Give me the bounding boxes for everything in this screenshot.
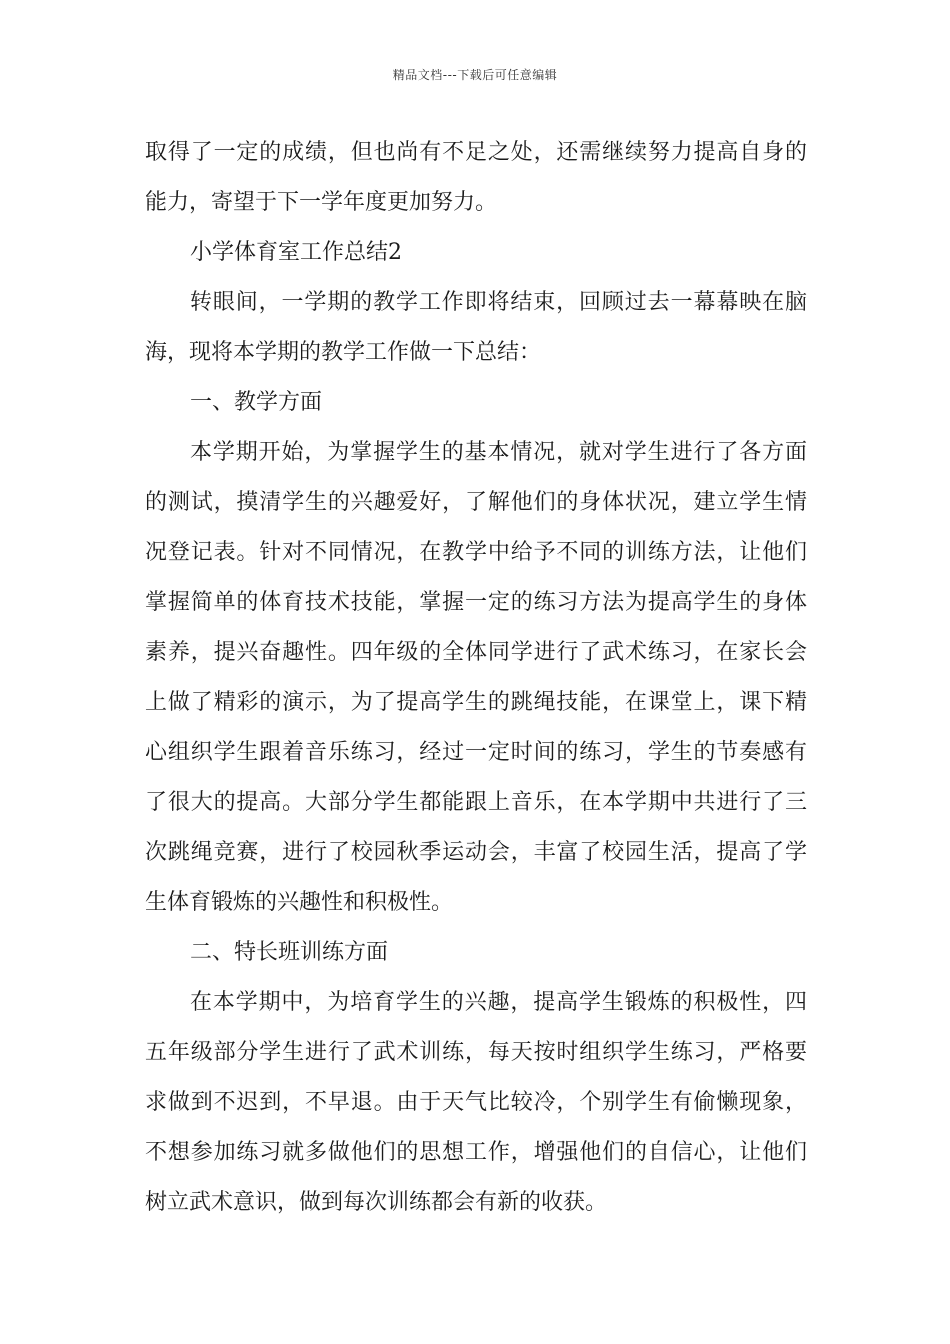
paragraph (145, 978, 807, 1228)
paragraph (145, 278, 807, 378)
text-line: 本学期开始，为掌握学生的基本情况，就对学生进行了各方面 (190, 440, 807, 465)
text-line: 树立武术意识，做到每次训练都会有新的收获。 (145, 1190, 608, 1215)
text-line: 掌握简单的体育技术技能，掌握一定的练习方法为提高学生的身体 (145, 590, 807, 615)
text-line: 求做到不迟到，不早退。由于天气比较冷，个别学生有偷懒现象， (145, 1090, 807, 1115)
text-line: 生体育锻炼的兴趣性和积极性。 (145, 890, 454, 915)
text-line: 能力，寄望于下一学年度更加努力。 (145, 190, 498, 215)
paragraph (145, 928, 807, 978)
text-line: 素养，提兴奋趣性。四年级的全体同学进行了武术练习，在家长会 (145, 640, 807, 665)
text-line: 次跳绳竞赛，进行了校园秋季运动会，丰富了校园生活，提高了学 (145, 840, 807, 865)
text-line: 不想参加练习就多做他们的思想工作，增强他们的自信心，让他们 (145, 1140, 807, 1165)
document-body (145, 128, 807, 1228)
text-line: 一、教学方面 (190, 390, 323, 415)
paragraph (145, 228, 807, 278)
text-line: 海，现将本学期的教学工作做一下总结： (145, 340, 542, 365)
paragraph (145, 428, 807, 928)
text-line: 了很大的提高。大部分学生都能跟上音乐，在本学期中共进行了三 (145, 790, 807, 815)
text-line: 小学体育室工作总结2 (190, 240, 402, 265)
text-line: 转眼间，一学期的教学工作即将结束，回顾过去一幕幕映在脑 (190, 290, 807, 315)
page-header: 精品文档---下载后可任意编辑 (392, 68, 558, 82)
text-line: 取得了一定的成绩，但也尚有不足之处，还需继续努力提高自身的 (145, 140, 807, 165)
paragraph (145, 378, 807, 428)
text-line: 况登记表。针对不同情况，在教学中给予不同的训练方法，让他们 (145, 540, 807, 565)
text-line: 上做了精彩的演示，为了提高学生的跳绳技能，在课堂上，课下精 (145, 690, 807, 715)
text-line: 心组织学生跟着音乐练习，经过一定时间的练习，学生的节奏感有 (145, 740, 807, 765)
text-line: 二、特长班训练方面 (190, 940, 389, 965)
text-line: 在本学期中，为培育学生的兴趣，提高学生锻炼的积极性，四 (190, 990, 807, 1015)
paragraph (145, 128, 807, 228)
text-line: 五年级部分学生进行了武术训练，每天按时组织学生练习，严格要 (145, 1040, 807, 1065)
text-line: 的测试，摸清学生的兴趣爱好，了解他们的身体状况，建立学生情 (145, 490, 807, 515)
